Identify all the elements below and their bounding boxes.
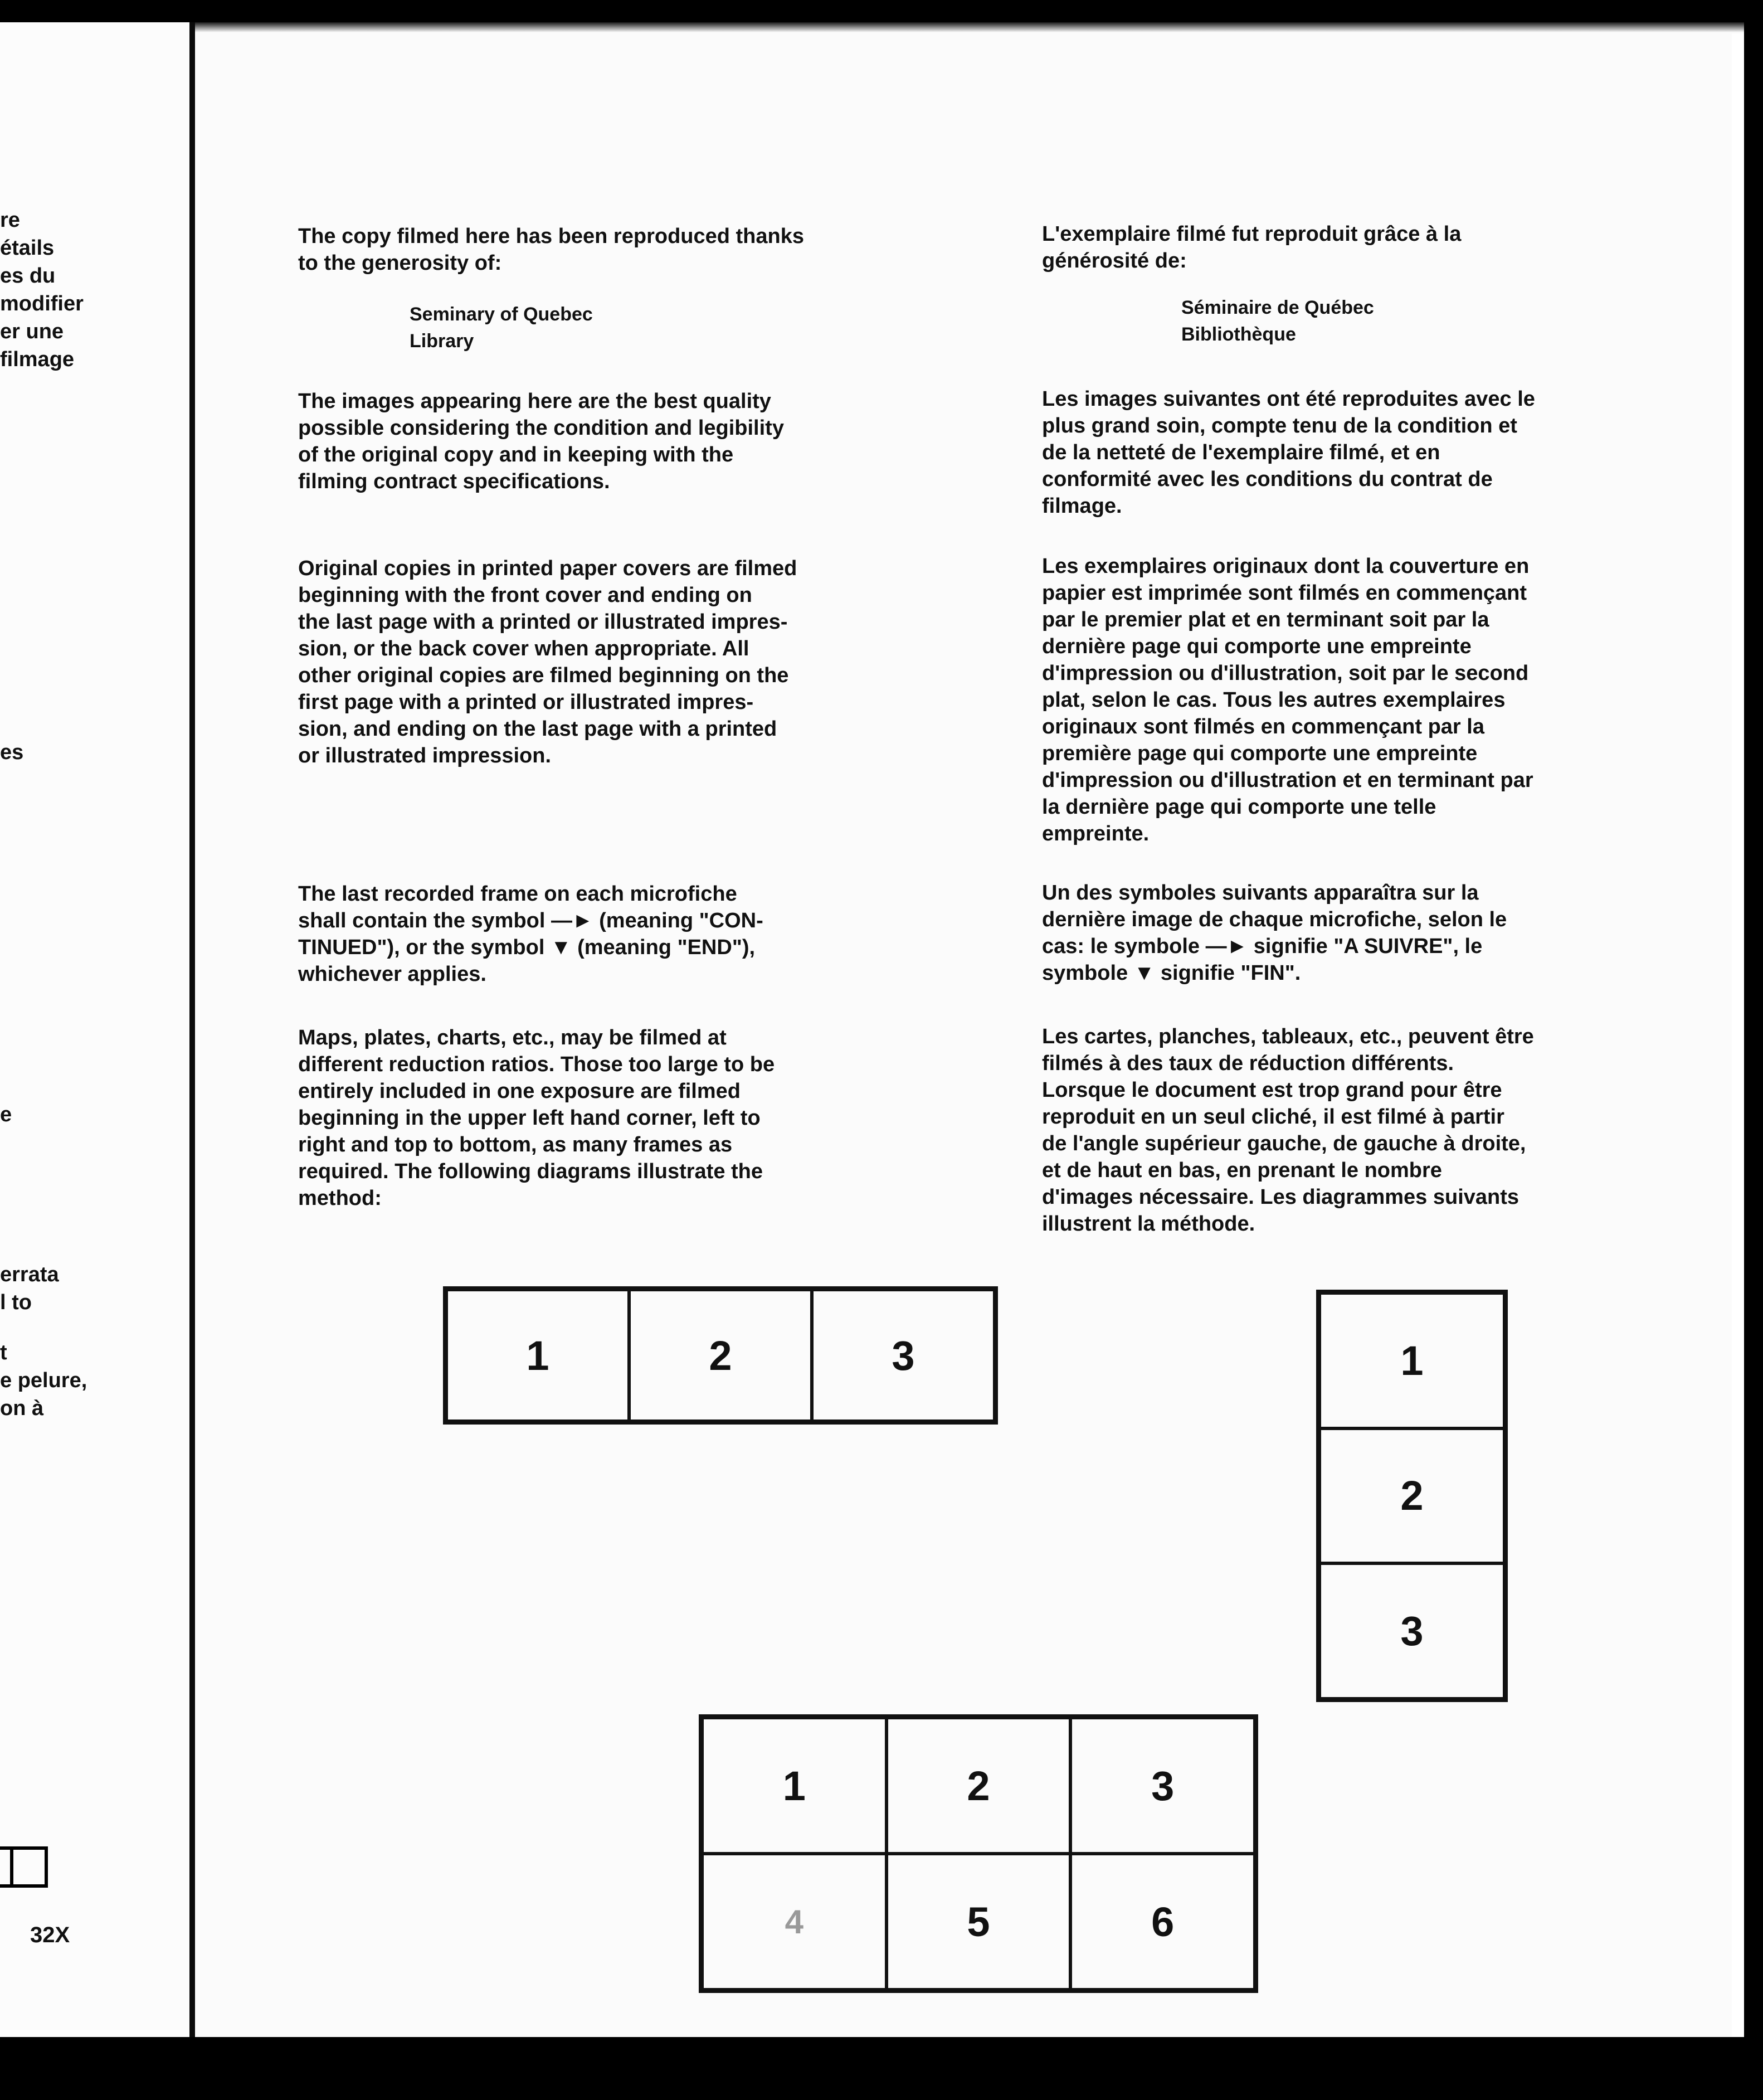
french-thanks: [1042, 221, 1461, 274]
english-quality-paragraph: [298, 388, 784, 495]
text-line: Lorsque le document est trop grand pour être: [1042, 1078, 1502, 1102]
fragment-line: on à: [0, 1397, 44, 1420]
text-line: required. The following diagrams illustrate the: [298, 1160, 763, 1183]
english-thanks: [298, 223, 804, 276]
text-line: plus grand soin, compte tenu de la condition et: [1042, 414, 1517, 438]
text-line: et de haut en bas, en prenant le nombre: [1042, 1159, 1442, 1182]
text-line: sion, and ending on the last page with a printed: [298, 717, 777, 741]
text-line: first page with a printed or illustrated impres-: [298, 691, 754, 714]
frame-cell: 1: [446, 1290, 629, 1421]
diagram-vertical-three-frames: [1316, 1290, 1508, 1702]
text-line: première page qui comporte une empreinte: [1042, 742, 1478, 765]
text-line: d'impression ou d'illustration et en terminant par: [1042, 769, 1533, 792]
text-line: Les images suivantes ont été reproduites avec le: [1042, 387, 1535, 411]
fragment-line: l to: [0, 1291, 32, 1314]
text-line: la dernière page qui comporte une telle: [1042, 795, 1436, 819]
text-line: illustrent la méthode.: [1042, 1212, 1255, 1236]
fragment-line: [0, 1316, 87, 1339]
text-line: par le premier plat et en terminant soit par la: [1042, 608, 1489, 631]
fragment-line: filmage: [0, 348, 75, 371]
frame-cell: 2: [887, 1718, 1071, 1854]
frame-cell: 3: [1319, 1563, 1504, 1699]
frame-cell: 2: [1319, 1428, 1504, 1564]
fragment-line: e: [0, 1103, 12, 1126]
frame-cell: 3: [812, 1290, 995, 1421]
text-line: The images appearing here are the best quality: [298, 390, 771, 413]
text-line: The last recorded frame on each microfiche: [298, 882, 737, 906]
french-institution: [1181, 294, 1374, 348]
resolution-scale-box: [0, 1846, 48, 1888]
text-line: cas: le symbole —► signifie "A SUIVRE", le: [1042, 935, 1483, 958]
fragment-line: modifier: [0, 292, 84, 315]
text-line: plat, selon le cas. Tous les autres exemplaires: [1042, 688, 1506, 712]
text-line: Original copies in printed paper covers are filmed: [298, 557, 797, 580]
text-line: to the generosity of:: [298, 251, 502, 275]
text-line: de la netteté de l'exemplaire filmé, et en: [1042, 441, 1440, 464]
text-line: the last page with a printed or illustrated impres-: [298, 610, 788, 634]
english-maps-paragraph: [298, 1024, 775, 1212]
bottom-film-border: [0, 2037, 1763, 2100]
fragment-line: t: [0, 1341, 7, 1364]
frame-cell: 1: [702, 1718, 887, 1854]
text-line: Un des symboles suivants apparaîtra sur la: [1042, 881, 1479, 905]
fragment-line: errata: [0, 1263, 59, 1286]
fragment-line: es du: [0, 264, 56, 288]
text-line: générosité de:: [1042, 249, 1187, 273]
frame-cell: 2: [629, 1290, 812, 1421]
fragment-line: étails: [0, 236, 55, 260]
text-line: L'exemplaire filmé fut reproduit grâce à la: [1042, 222, 1462, 246]
text-line: or illustrated impression.: [298, 744, 551, 767]
text-line: filmage.: [1042, 494, 1122, 518]
page-divider-line: [189, 22, 195, 2037]
text-line: Maps, plates, charts, etc., may be filmed at: [298, 1026, 727, 1049]
diagram-grid-six-frames: [699, 1714, 1258, 1993]
text-line: dernière page qui comporte une empreinte: [1042, 635, 1472, 658]
text-line: d'images nécessaire. Les diagrammes suivants: [1042, 1185, 1520, 1209]
top-film-border: [0, 0, 1763, 22]
french-maps-paragraph: [1042, 1023, 1534, 1237]
right-film-border: [1744, 0, 1763, 2100]
frame-cell: 6: [1070, 1854, 1255, 1990]
text-line: whichever applies.: [298, 962, 486, 986]
text-line: originaux sont filmés en commençant par la: [1042, 715, 1484, 738]
text-line: Seminary of Quebec: [410, 304, 593, 325]
french-symbols-paragraph: [1042, 879, 1507, 986]
text-line: beginning in the upper left hand corner, left to: [298, 1106, 761, 1130]
english-covers-paragraph: [298, 555, 797, 769]
text-line: Séminaire de Québec: [1181, 297, 1374, 318]
fragment-line: er une: [0, 320, 64, 343]
french-quality-paragraph: [1042, 386, 1535, 519]
scale-box-divider: [10, 1850, 13, 1884]
left-fragment-block-1: [0, 206, 84, 373]
text-line: different reduction ratios. Those too large to be: [298, 1053, 775, 1076]
text-line: right and top to bottom, as many frames as: [298, 1133, 733, 1156]
right-margin-gap: [1732, 33, 1744, 2037]
text-line: conformité avec les conditions du contrat de: [1042, 468, 1493, 491]
text-line: reproduit en un seul cliché, il est filmé à partir: [1042, 1105, 1504, 1129]
frame-cell: 5: [887, 1854, 1071, 1990]
text-line: Bibliothèque: [1181, 324, 1296, 345]
text-line: dernière image de chaque microfiche, selon le: [1042, 908, 1507, 931]
text-line: entirely included in one exposure are filmed: [298, 1080, 741, 1103]
french-covers-paragraph: [1042, 553, 1533, 847]
text-line: filmés à des taux de réduction différents.: [1042, 1052, 1454, 1075]
english-symbols-paragraph: [298, 881, 763, 988]
left-fragment-block-2: [0, 1261, 87, 1422]
fragment-line: es: [0, 741, 24, 764]
frame-cell: 4: [702, 1854, 887, 1990]
text-line: de l'angle supérieur gauche, de gauche à droite,: [1042, 1132, 1526, 1155]
text-line: of the original copy and in keeping with the: [298, 443, 734, 466]
scale-label: 32X: [30, 1923, 70, 1947]
text-line: Les cartes, planches, tableaux, etc., peuvent être: [1042, 1025, 1534, 1048]
text-line: beginning with the front cover and ending on: [298, 584, 752, 607]
text-line: papier est imprimée sont filmés en commençant: [1042, 581, 1527, 605]
frame-cell: 1: [1319, 1293, 1504, 1428]
fragment-line: re: [0, 208, 20, 232]
fragment-line: e pelure,: [0, 1369, 87, 1392]
text-line: other original copies are filmed beginning on the: [298, 664, 789, 687]
text-line: The copy filmed here has been reproduced thanks: [298, 225, 805, 248]
text-line: empreinte.: [1042, 822, 1150, 845]
text-line: d'impression ou d'illustration, soit par le second: [1042, 662, 1529, 685]
diagram-horizontal-three-frames: [443, 1286, 998, 1425]
text-line: possible considering the condition and legibility: [298, 416, 784, 440]
text-line: symbole ▼ signifie "FIN".: [1042, 961, 1301, 985]
english-institution: [410, 301, 593, 354]
top-border-shadow: [0, 22, 1763, 32]
text-line: shall contain the symbol —► (meaning "CON-: [298, 909, 763, 932]
text-line: sion, or the back cover when appropriate. All: [298, 637, 749, 660]
text-line: TINUED"), or the symbol ▼ (meaning "END"),: [298, 936, 756, 959]
text-line: Library: [410, 330, 474, 352]
text-line: method:: [298, 1187, 382, 1210]
text-line: Les exemplaires originaux dont la couverture en: [1042, 555, 1530, 578]
text-line: filming contract specifications.: [298, 470, 610, 493]
frame-cell: 3: [1070, 1718, 1255, 1854]
